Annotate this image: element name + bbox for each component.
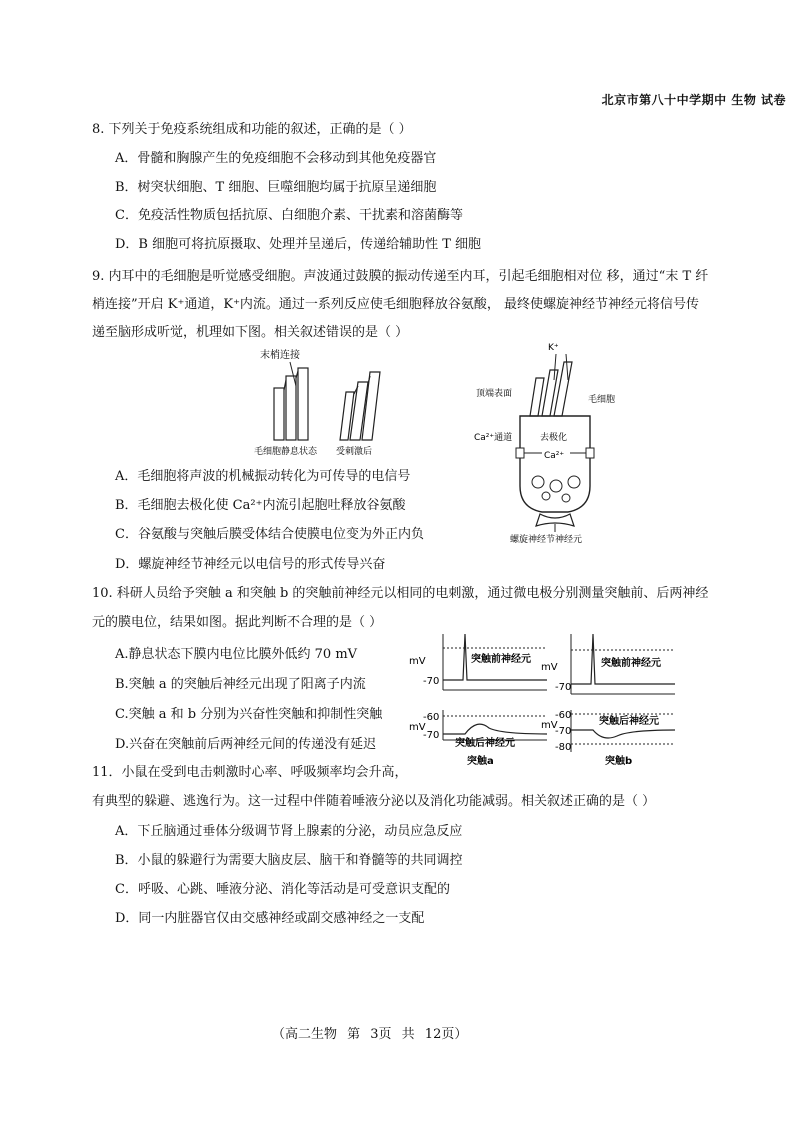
svg-text:mV: mV [541, 662, 558, 673]
svg-text:mV: mV [541, 720, 558, 731]
k-ion-label: K⁺ [548, 343, 559, 353]
ca-channel-label: Ca²⁺通道 [474, 433, 513, 443]
svg-text:mV: mV [409, 722, 426, 733]
ca-ion-label: Ca²⁺ [544, 451, 565, 461]
synapse-b-pre-panel [541, 634, 675, 694]
svg-text:突触后神经元: 突触后神经元 [599, 716, 659, 727]
q10-stem-line-2: 元的膜电位，结果如图。据此判断不合理的是（ ） [92, 615, 383, 630]
membrane-potential-figure [405, 628, 705, 770]
tip-link-label: 末梢连接 [260, 350, 300, 361]
stimulated-bundle [340, 372, 380, 440]
q9-stem-line-3: 递至脑形成听觉，机理如下图。相关叙述错误的是（ ） [92, 325, 409, 340]
hair-cell-figure [470, 336, 640, 546]
resting-caption: 毛细胞静息状态 [254, 447, 318, 457]
q9-option-c: C．谷氨酸与突触后膜受体结合使膜电位变为外正内负 [115, 527, 424, 542]
q10-option-d: D.兴奋在突触前后两神经元间的传递没有延迟 [115, 737, 377, 752]
q11-option-d: D．同一内脏器官仅由交感神经或副交感神经之一支配 [115, 911, 425, 926]
q9-option-a: A．毛细胞将声波的机械振动转化为可传导的电信号 [115, 469, 411, 484]
page-footer: （高二生物 第 3页 共 12页） [272, 1027, 468, 1042]
svg-text:mV: mV [409, 656, 426, 667]
hair-bundle-figure [250, 346, 400, 460]
q10-option-a: A.静息状态下膜内电位比膜外低约 70 mV [115, 647, 358, 662]
svg-text:-70: -70 [423, 676, 440, 687]
q9-stem-line-2: 梢连接”开启 K⁺通道，K⁺内流。通过一系列反应使毛细胞释放谷氨酸， 最终使螺旋神经节神经元将信号传 [92, 297, 700, 312]
q11-option-a: A．下丘脑通过垂体分级调节肾上腺素的分泌，动员应急反应 [115, 824, 463, 839]
svg-text:突触前神经元: 突触前神经元 [471, 654, 531, 665]
synapse-b-post-panel [541, 710, 675, 767]
q8-option-a: A．骨髓和胸腺产生的免疫细胞不会移动到其他免疫器官 [115, 151, 437, 166]
hair-cell-label: 毛细胞 [588, 395, 616, 405]
q8-option-d: D．B 细胞可将抗原摄取、处理并呈递后，传递给辅助性 T 细胞 [115, 237, 482, 252]
svg-text:-70: -70 [555, 682, 572, 693]
svg-text:突触前神经元: 突触前神经元 [601, 658, 661, 669]
svg-text:-70: -70 [555, 726, 572, 737]
q10-option-b: B.突触 a 的突触后神经元出现了阳离子内流 [115, 677, 366, 692]
q10-stem-line-1: 10. 科研人员给予突触 a 和突触 b 的突触前神经元以相同的电刺激，通过微电极分别测量突触前、后两神经 [92, 586, 709, 601]
depolarization-label: 去极化 [540, 433, 568, 443]
stimulated-caption: 受刺激后 [336, 447, 373, 457]
q8-option-b: B．树突状细胞、T 细胞、巨噬细胞均属于抗原呈递细胞 [115, 180, 437, 195]
q10-option-c: C.突触 a 和 b 分别为兴奋性突触和抑制性突触 [115, 707, 383, 722]
spiral-ganglion-label: 螺旋神经节神经元 [510, 535, 583, 545]
q11-stem-line-1: 11．小鼠在受到电击刺激时心率、呼吸频率均会升高， [92, 765, 408, 780]
svg-text:突触a: 突触a [467, 756, 494, 767]
q8-stem: 8. 下列关于免疫系统组成和功能的叙述，正确的是（ ） [92, 122, 412, 137]
svg-text:-80: -80 [555, 742, 572, 753]
svg-text:-60: -60 [555, 710, 572, 721]
q11-option-c: C．呼吸、心跳、唾液分泌、消化等活动是可受意识支配的 [115, 882, 450, 897]
q9-stem-line-1: 9. 内耳中的毛细胞是听觉感受细胞。声波通过鼓膜的振动传递至内耳，引起毛细胞相对位 移，通过“末 T 纤 [92, 269, 709, 284]
q11-stem-line-2: 有典型的躲避、逃逸行为。这一过程中伴随着唾液分泌以及消化功能减弱。相关叙述正确的是（ ） [92, 794, 656, 809]
svg-text:-70: -70 [423, 730, 440, 741]
hair-cell-body [520, 416, 590, 512]
svg-text:突触b: 突触b [605, 756, 633, 767]
q8-option-c: C．免疫活性物质包括抗原、白细胞介素、干扰素和溶菌酶等 [115, 208, 463, 223]
page-header: 北京市第八十中学期中 生物 试卷 [601, 93, 786, 107]
q9-option-b: B．毛细胞去极化使 Ca²⁺内流引起胞吐释放谷氨酸 [115, 498, 406, 513]
synapse-a-pre-panel [409, 634, 547, 690]
q9-option-d: D．螺旋神经节神经元以电信号的形式传导兴奋 [115, 557, 386, 572]
q11-option-b: B．小鼠的躲避行为需要大脑皮层、脑干和脊髓等的共同调控 [115, 853, 463, 868]
synapse-a-post-panel [409, 710, 547, 767]
svg-text:-60: -60 [423, 712, 440, 723]
resting-bundle [274, 368, 308, 440]
svg-text:突触后神经元: 突触后神经元 [455, 738, 515, 749]
apical-surface-label: 顶端表面 [476, 389, 513, 399]
